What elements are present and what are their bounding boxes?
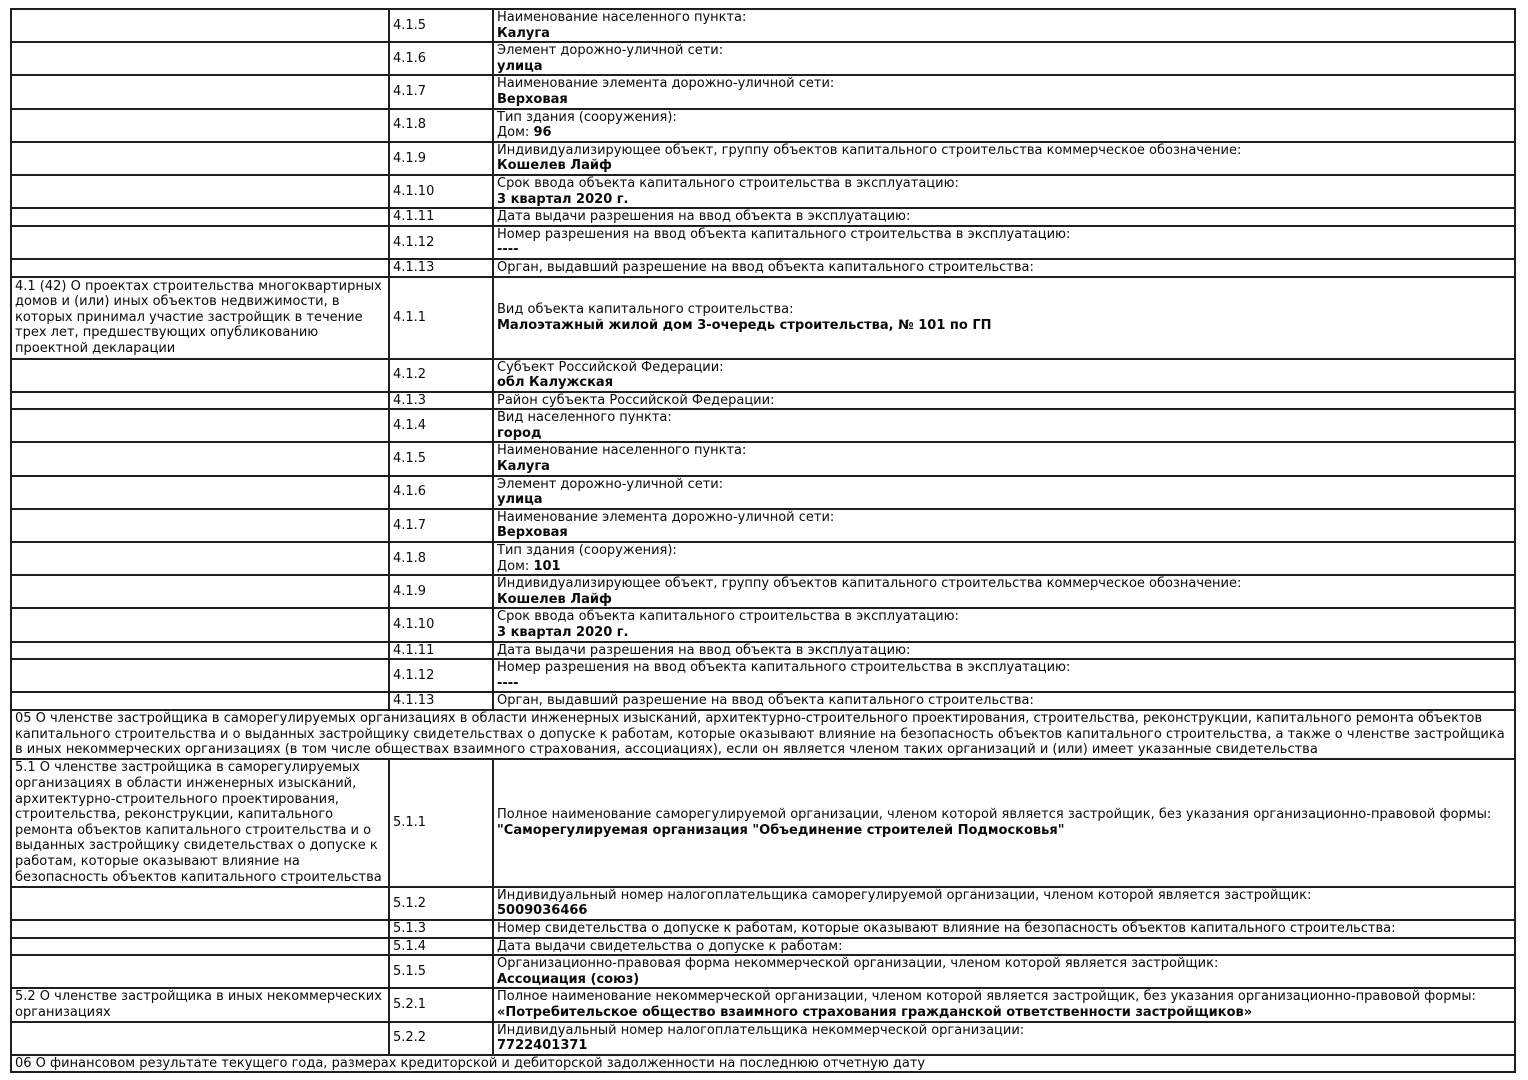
table-row — [11, 208, 1515, 226]
description-cell: 4.1 (42) О проектах строительства многоквартирных домов и (или) иных объектов недвижимости, в которых принимал участие застройщик в течение трех лет, предшествующих опубликованию проектной декларации — [11, 277, 389, 359]
description-cell — [11, 938, 389, 956]
field-value-line — [497, 26, 1511, 42]
description-cell — [11, 1022, 389, 1055]
description-cell — [11, 887, 389, 920]
field-cell — [493, 542, 1515, 575]
table-row — [11, 920, 1515, 938]
field-cell — [493, 642, 1515, 660]
field-label: Наименование элемента дорожно-уличной сети: — [497, 76, 835, 92]
field-value-line — [497, 426, 1511, 442]
table-row — [11, 509, 1515, 542]
table-row — [11, 692, 1515, 710]
field-cell — [493, 938, 1515, 956]
table-row — [11, 392, 1515, 410]
field-value: 3 квартал 2020 г. — [497, 191, 629, 207]
code-cell: 4.1.7 — [389, 509, 493, 542]
field-label: Индивидуализирующее объект, группу объектов капитального строительства коммерческое обозначение: — [497, 576, 1242, 592]
code-cell: 5.2.2 — [389, 1022, 493, 1055]
field-cell — [493, 208, 1515, 226]
code-cell: 5.1.3 — [389, 920, 493, 938]
table-row — [11, 575, 1515, 608]
table-row — [11, 659, 1515, 692]
field-value-line — [497, 625, 1511, 641]
description-cell — [11, 259, 389, 277]
field-value-line — [497, 1038, 1511, 1054]
table-row — [11, 642, 1515, 660]
description-cell — [11, 608, 389, 641]
field-cell — [493, 109, 1515, 142]
section-header-row — [11, 1055, 1515, 1073]
field-value: Верховая — [497, 91, 568, 107]
field-label: Организационно-правовая форма некоммерческой организации, членом которой является застройщик: — [497, 956, 1219, 972]
description-cell — [11, 509, 389, 542]
field-label: Индивидуальный номер налогоплательщика саморегулируемой организации, членом которой является застройщик: — [497, 887, 1312, 903]
field-value: Верховая — [497, 525, 568, 541]
field-value-line — [497, 903, 1511, 919]
field-cell — [493, 277, 1515, 359]
field-label: Элемент дорожно-уличной сети: — [497, 43, 724, 59]
description-cell — [11, 208, 389, 226]
field-value: "Саморегулируемая организация "Объединение строителей Подмосковья" — [497, 822, 1065, 838]
description-cell — [11, 476, 389, 509]
description-cell — [11, 575, 389, 608]
section-header-text: 05 О членстве застройщика в саморегулируемых организациях в области инженерных изысканий, архитектурно-строительного проектирования, строительства, реконструкции, капитального ремонта объектов капитального строительства и о выданных застройщику свидетельствах о допуске к работам, которые оказывают влияние на безопасность объектов капитального строительства, а также о членстве застройщика в иных некоммерческих организациях (в том числе обществах взаимного страхования, ассоциациях), если он является членом таких организаций и (или) имеет указанные свидетельства — [11, 710, 1515, 759]
field-cell — [493, 759, 1515, 887]
field-label: Номер разрешения на ввод объекта капитального строительства в эксплуатацию: — [497, 226, 1071, 242]
field-value-line — [497, 823, 1511, 839]
field-value-line — [497, 525, 1511, 541]
field-value: «Потребительское общество взаимного страхования гражданской ответственности застройщиков» — [497, 1004, 1253, 1020]
field-cell — [493, 259, 1515, 277]
code-cell: 4.1.8 — [389, 542, 493, 575]
field-label: Наименование населенного пункта: — [497, 443, 747, 459]
field-label: Наименование элемента дорожно-уличной сети: — [497, 509, 835, 525]
table-row — [11, 442, 1515, 475]
description-cell — [11, 175, 389, 208]
field-value: 101 — [533, 558, 561, 574]
field-cell — [493, 659, 1515, 692]
table-row — [11, 259, 1515, 277]
table-body — [11, 9, 1515, 1072]
code-cell: 4.1.12 — [389, 226, 493, 259]
field-label: Орган, выдавший разрешение на ввод объекта капитального строительства: — [497, 693, 1034, 709]
field-cell — [493, 359, 1515, 392]
field-label: Тип здания (сооружения): — [497, 109, 677, 125]
description-cell — [11, 409, 389, 442]
field-label: Срок ввода объекта капитального строительства в эксплуатацию: — [497, 609, 959, 625]
field-label: Тип здания (сооружения): — [497, 543, 677, 559]
table-row — [11, 608, 1515, 641]
field-value: 3 квартал 2020 г. — [497, 625, 629, 640]
description-cell: 5.1 О членстве застройщика в саморегулируемых организациях в области инженерных изысканий, архитектурно-строительного проектирования, строительства, реконструкции, капитального ремонта объектов капитального строительства и о выданных застройщику свидетельствах о допуске к работам, которые оказывают влияние на безопасность объектов капитального строительства — [11, 759, 389, 887]
table-row — [11, 75, 1515, 108]
field-value-line — [497, 972, 1511, 988]
field-value: 7722401371 — [497, 1038, 588, 1054]
field-value-line — [497, 59, 1511, 75]
description-cell — [11, 692, 389, 710]
description-cell — [11, 392, 389, 410]
field-label: Индивидуализирующее объект, группу объектов капитального строительства коммерческое обозначение: — [497, 142, 1242, 158]
code-cell: 4.1.6 — [389, 476, 493, 509]
table-row — [11, 277, 1515, 359]
declaration-document — [10, 8, 1516, 1073]
code-cell: 5.1.2 — [389, 887, 493, 920]
field-label: Полное наименование саморегулируемой организации, членом которой является застройщик, без указания организационно-правовой формы: — [497, 807, 1492, 823]
field-value: улица — [497, 58, 543, 74]
field-value-line — [497, 318, 1511, 334]
field-cell — [493, 392, 1515, 410]
field-cell — [493, 42, 1515, 75]
code-cell: 4.1.5 — [389, 9, 493, 42]
field-value: Кошелев Лайф — [497, 591, 612, 607]
description-cell — [11, 9, 389, 42]
description-cell: 5.2 О членстве застройщика в иных некоммерческих организациях — [11, 988, 389, 1021]
code-cell: 4.1.4 — [389, 409, 493, 442]
table-row — [11, 409, 1515, 442]
field-value: ---- — [497, 242, 519, 258]
field-value-line — [497, 459, 1511, 475]
field-cell — [493, 442, 1515, 475]
field-label: Вид объекта капитального строительства: — [497, 301, 794, 317]
field-label: Полное наименование некоммерческой организации, членом которой является застройщик, без указания организационно-правовой формы: — [497, 989, 1476, 1005]
field-label: Вид населенного пункта: — [497, 410, 672, 426]
code-cell: 4.1.13 — [389, 692, 493, 710]
description-cell — [11, 75, 389, 108]
code-cell: 4.1.3 — [389, 392, 493, 410]
field-value-line — [497, 125, 1511, 141]
field-cell — [493, 920, 1515, 938]
code-cell: 4.1.9 — [389, 575, 493, 608]
description-cell — [11, 442, 389, 475]
field-value: Кошелев Лайф — [497, 158, 612, 174]
field-value-line — [497, 375, 1511, 391]
field-cell — [493, 226, 1515, 259]
table-row — [11, 175, 1515, 208]
field-value: 96 — [533, 125, 552, 141]
declaration-table — [10, 8, 1516, 1073]
code-cell: 4.1.10 — [389, 608, 493, 641]
field-value-line — [497, 1005, 1511, 1021]
field-label: Наименование населенного пункта: — [497, 10, 747, 25]
code-cell: 4.1.9 — [389, 142, 493, 175]
code-cell: 4.1.8 — [389, 109, 493, 142]
field-cell — [493, 1022, 1515, 1055]
code-cell: 4.1.11 — [389, 208, 493, 226]
table-row — [11, 142, 1515, 175]
field-value-line — [497, 192, 1511, 208]
description-cell — [11, 955, 389, 988]
field-cell — [493, 608, 1515, 641]
code-cell: 5.2.1 — [389, 988, 493, 1021]
code-cell: 4.1.11 — [389, 642, 493, 660]
field-cell — [493, 955, 1515, 988]
description-cell — [11, 920, 389, 938]
code-cell: 4.1.5 — [389, 442, 493, 475]
field-cell — [493, 175, 1515, 208]
field-label: Срок ввода объекта капитального строительства в эксплуатацию: — [497, 175, 959, 191]
field-label: Элемент дорожно-уличной сети: — [497, 476, 724, 492]
code-cell: 4.1.2 — [389, 359, 493, 392]
field-value-line — [497, 592, 1511, 608]
field-value: обл Калужская — [497, 375, 614, 391]
code-cell: 5.1.4 — [389, 938, 493, 956]
code-cell: 5.1.1 — [389, 759, 493, 887]
field-value: ---- — [497, 675, 519, 691]
field-cell — [493, 692, 1515, 710]
field-cell — [493, 476, 1515, 509]
field-value: улица — [497, 492, 543, 508]
code-cell: 5.1.5 — [389, 955, 493, 988]
description-cell — [11, 642, 389, 660]
code-cell: 4.1.6 — [389, 42, 493, 75]
table-row — [11, 359, 1515, 392]
field-value: 5009036466 — [497, 903, 588, 919]
description-cell — [11, 659, 389, 692]
field-cell — [493, 509, 1515, 542]
field-value-line — [497, 676, 1511, 692]
table-row — [11, 988, 1515, 1021]
section-header-row — [11, 710, 1515, 759]
table-row — [11, 476, 1515, 509]
description-cell — [11, 42, 389, 75]
table-row — [11, 42, 1515, 75]
field-value-line — [497, 492, 1511, 508]
field-cell — [493, 9, 1515, 42]
field-label: Дата выдачи разрешения на ввод объекта в эксплуатацию: — [497, 642, 911, 658]
code-cell: 4.1.1 — [389, 277, 493, 359]
field-value: Малоэтажный жилой дом 3-очередь строительства, № 101 по ГП — [497, 317, 992, 333]
field-value-line — [497, 242, 1511, 258]
description-cell — [11, 226, 389, 259]
field-cell — [493, 887, 1515, 920]
field-value-prefix: Дом: — [497, 125, 534, 141]
field-value-line — [497, 158, 1511, 174]
section-header-text: 06 О финансовом результате текущего года, размерах кредиторской и дебиторской задолженности на последнюю отчетную дату — [11, 1055, 1515, 1073]
field-value: Ассоциация (союз) — [497, 971, 640, 987]
field-label: Субъект Российской Федерации: — [497, 359, 724, 375]
field-value: Калуга — [497, 25, 550, 41]
table-row — [11, 887, 1515, 920]
field-cell — [493, 409, 1515, 442]
table-row — [11, 1022, 1515, 1055]
field-label: Индивидуальный номер налогоплательщика некоммерческой организации: — [497, 1022, 1025, 1038]
field-label: Номер разрешения на ввод объекта капитального строительства в эксплуатацию: — [497, 660, 1071, 676]
description-cell — [11, 542, 389, 575]
field-cell — [493, 142, 1515, 175]
code-cell: 4.1.13 — [389, 259, 493, 277]
field-label: Район субъекта Российской Федерации: — [497, 392, 775, 408]
table-row — [11, 955, 1515, 988]
field-label: Дата выдачи разрешения на ввод объекта в эксплуатацию: — [497, 209, 911, 225]
table-row — [11, 9, 1515, 42]
description-cell — [11, 142, 389, 175]
field-label: Орган, выдавший разрешение на ввод объекта капитального строительства: — [497, 259, 1034, 275]
field-cell — [493, 75, 1515, 108]
table-row — [11, 938, 1515, 956]
code-cell: 4.1.10 — [389, 175, 493, 208]
table-row — [11, 542, 1515, 575]
field-value: город — [497, 425, 542, 441]
field-cell — [493, 575, 1515, 608]
description-cell — [11, 109, 389, 142]
field-value-line — [497, 559, 1511, 575]
field-value-prefix: Дом: — [497, 558, 534, 574]
table-row — [11, 226, 1515, 259]
table-row — [11, 109, 1515, 142]
field-label: Номер свидетельства о допуске к работам, которые оказывают влияние на безопасность объектов капитального строительства: — [497, 920, 1396, 936]
code-cell: 4.1.7 — [389, 75, 493, 108]
field-cell — [493, 988, 1515, 1021]
code-cell: 4.1.12 — [389, 659, 493, 692]
field-value-line — [497, 92, 1511, 108]
description-cell — [11, 359, 389, 392]
field-label: Дата выдачи свидетельства о допуске к работам: — [497, 938, 843, 954]
field-value: Калуга — [497, 459, 550, 475]
table-row — [11, 759, 1515, 887]
